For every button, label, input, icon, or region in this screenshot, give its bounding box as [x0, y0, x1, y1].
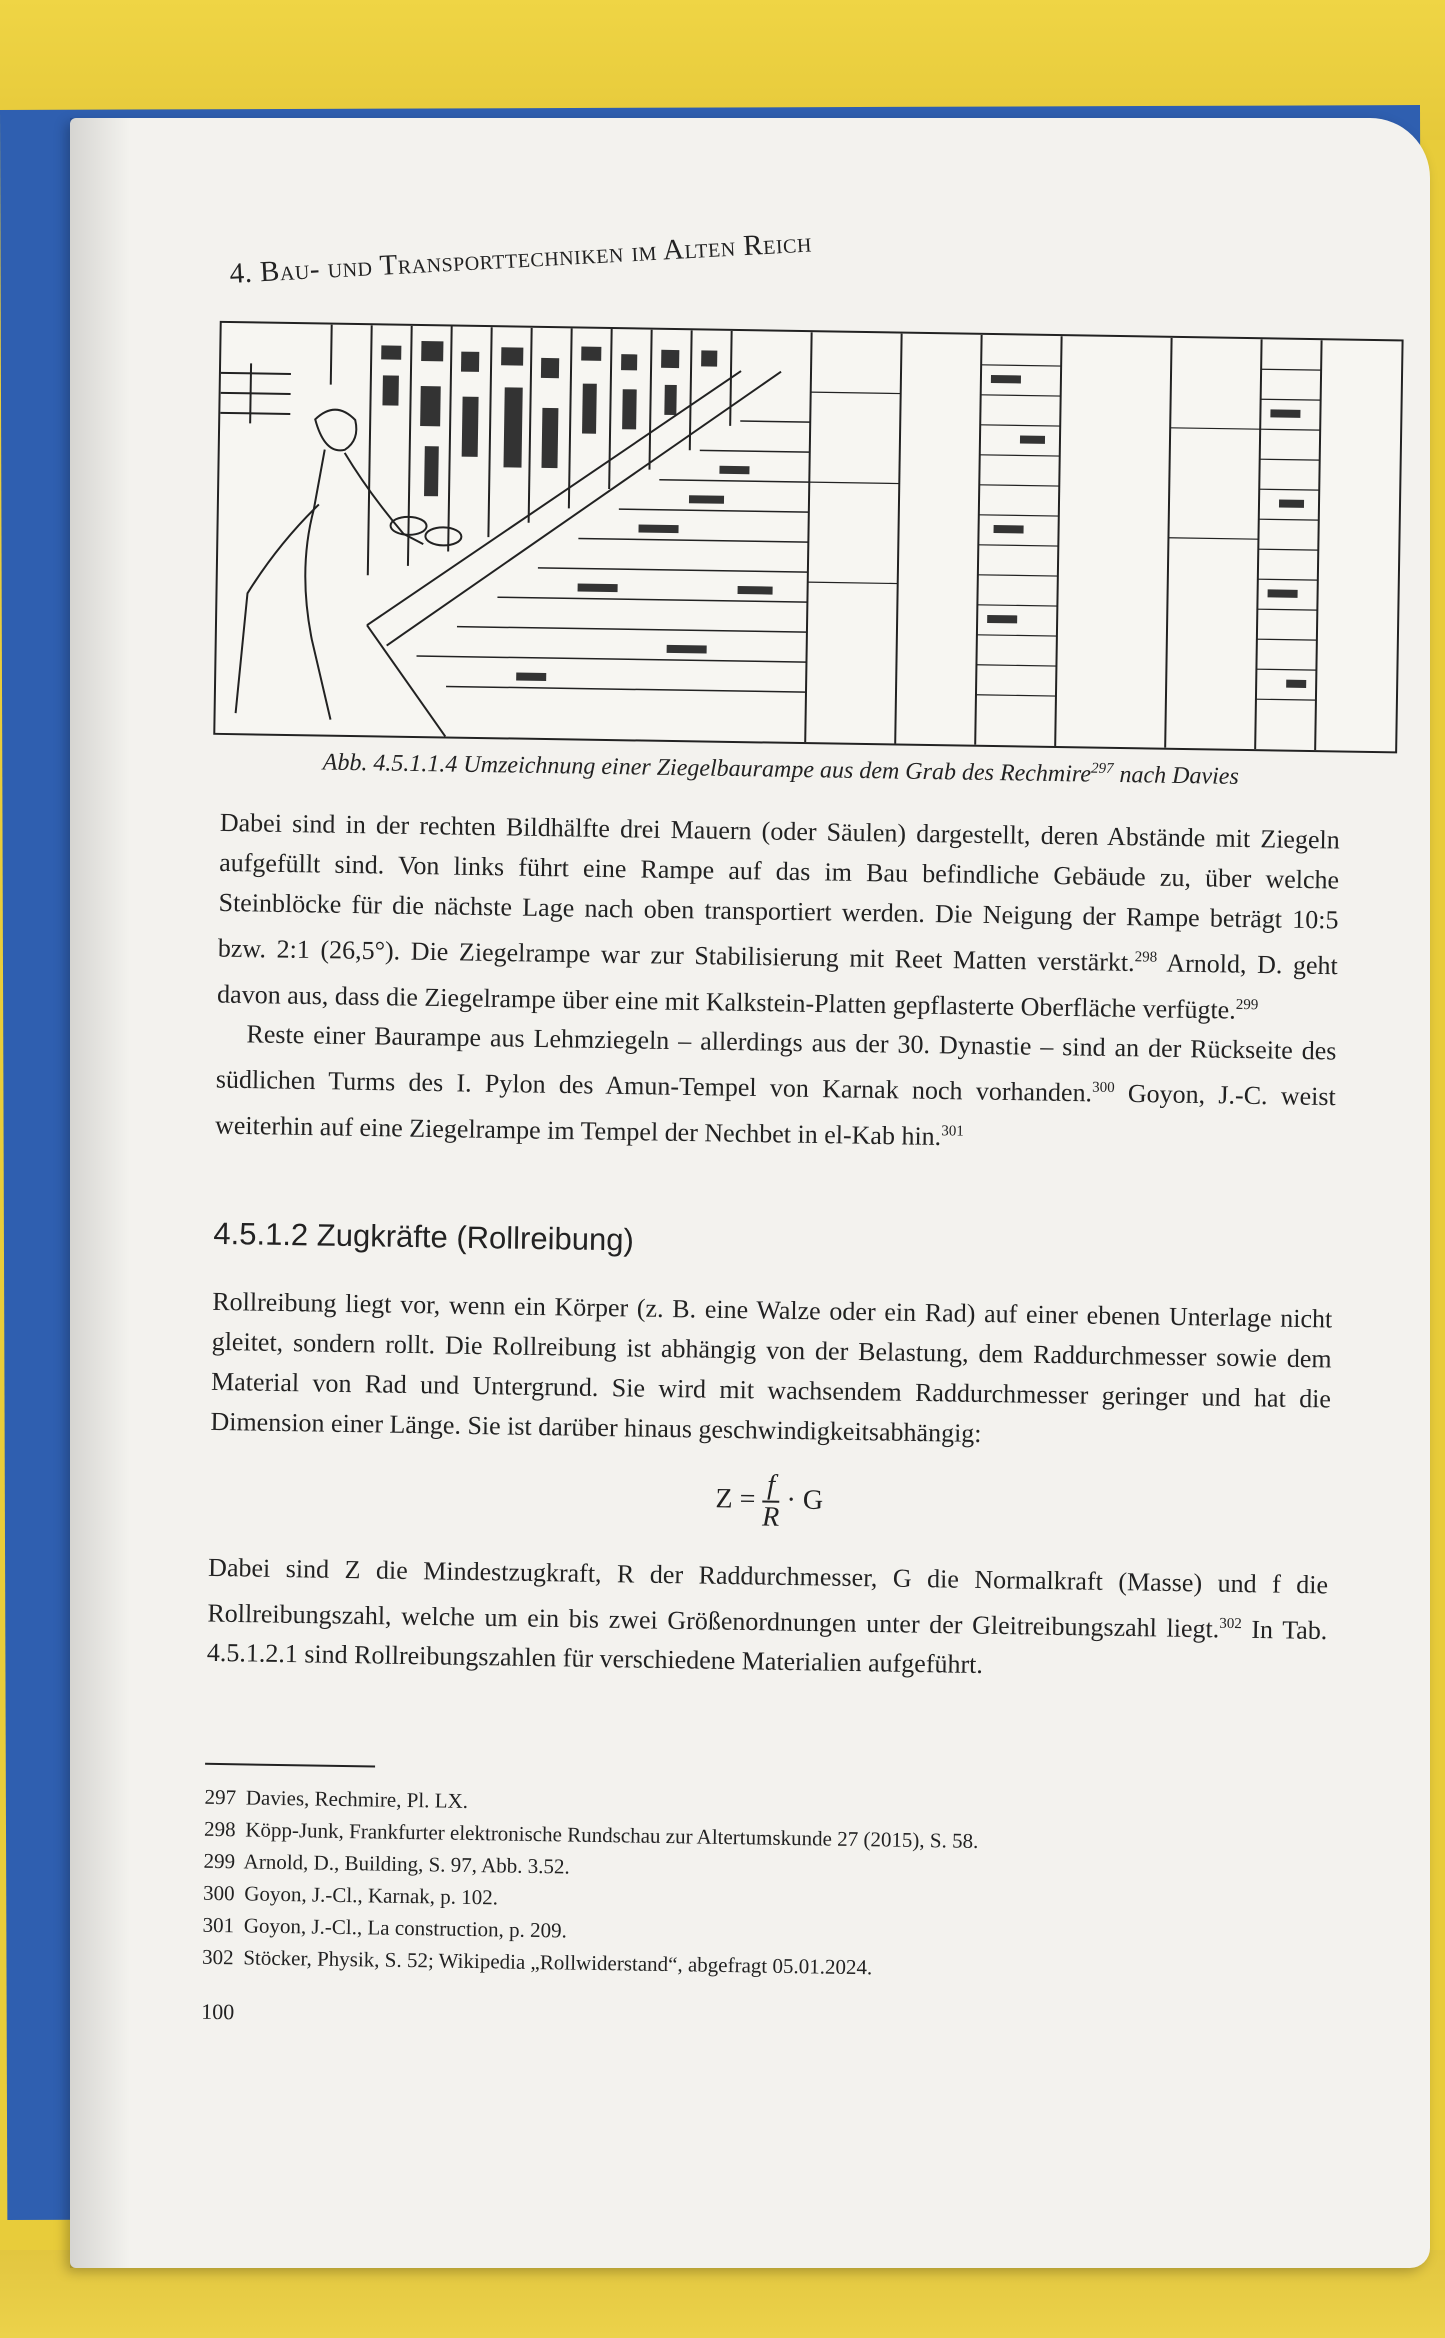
- formula-numerator: f: [762, 1470, 780, 1502]
- paragraph-1: [217, 803, 1340, 1032]
- caption-text-end: nach Davies: [1113, 761, 1239, 790]
- footnote-text: Köpp-Junk, Frankfurter elektronische Rundschau zur Altertumskunde 27 (2015), S. 58.: [245, 1817, 979, 1854]
- footnote-text: Arnold, D., Building, S. 97, Abb. 3.52.: [243, 1849, 570, 1879]
- section-heading: 4.5.1.2 Zugkräfte (Rollreibung): [213, 1215, 635, 1258]
- paragraph-1-text-2: Arnold, D. geht davon aus, dass die Ziegelrampe über eine mit Kalkstein-Platten gepflasterte Oberfläche verfügte.: [216, 948, 1338, 1025]
- footnote-number: 297: [204, 1785, 237, 1810]
- formula-lhs: Z =: [715, 1482, 756, 1515]
- formula-denominator: R: [761, 1501, 780, 1533]
- paragraph-2-text-2: Goyon, J.-C. weist weiterhin auf eine Ziegelrampe im Tempel der Nechbet in el-Kab hin.: [214, 1078, 1336, 1151]
- wall-brick-courses: [806, 362, 1321, 700]
- wall-hatching: [986, 375, 1311, 688]
- footnote-text: Goyon, J.-Cl., La construction, p. 209.: [243, 1913, 568, 1943]
- footnote-ref-302: 302: [1219, 1615, 1242, 1632]
- footnote-number: 301: [202, 1913, 235, 1938]
- footnote-number: 299: [203, 1849, 236, 1874]
- footnote-ref-301: 301: [941, 1123, 964, 1140]
- section-paragraph-1: Rollreibung liegt vor, wenn ein Körper (z. B. eine Walze oder ein Rad) auf einer ebenen Unterlage nicht gleitet, sondern rollt. Die Rollreibung ist abhängig von der Belastung, dem Raddurchmesser sowie dem Material von Rad und Untergrund. Sie wird mit wachsendem Raddurchmesser geringer und hat die Dimension einer Länge. Sie ist darüber hinaus geschwindigkeitsabhängig:: [210, 1286, 1333, 1448]
- footnote-ref-298: 298: [1134, 949, 1158, 966]
- section-paragraph-2-text: Dabei sind Z die Mindestzugkraft, R der Raddurchmesser, G die Normalkraft (Masse) und f die Rollreibungszahl, welche um ein bis zwei Größenordnungen unter der Gleitreibungszahl liegt.: [207, 1552, 1329, 1643]
- paragraph-2: [215, 1014, 1337, 1163]
- section-paragraph-2: [207, 1547, 1329, 1690]
- formula-fraction: [762, 1470, 780, 1532]
- footnote-text: Stöcker, Physik, S. 52; Wikipedia „Rollwiderstand“, abgefragt 05.01.2024.: [243, 1945, 873, 1980]
- page-number: 100: [200, 1999, 235, 2025]
- brick-walls: [805, 332, 1321, 750]
- running-head: 4. Bau- und Transporttechniken im Alten Reich: [228, 226, 813, 290]
- footnote-ref-299: 299: [1235, 996, 1259, 1013]
- caption-text: Abb. 4.5.1.1.4 Umzeichnung einer Ziegelbaurampe aus dem Grab des Rechmire: [322, 749, 1092, 788]
- ramp-hatching: [516, 463, 774, 685]
- footnote-number: 298: [203, 1817, 236, 1842]
- formula: [209, 1461, 1330, 1541]
- footnote-ref-300: 300: [1092, 1079, 1115, 1097]
- figure-illustration: [213, 321, 1403, 754]
- footnote-number: 302: [201, 1945, 234, 1970]
- page-content: [201, 178, 1350, 2043]
- paragraph-2-text: Reste einer Baurampe aus Lehmziegeln – allerdings aus der 30. Dynastie – sind an der Rückseite des südlichen Turms des I. Pylon des Amun-Tempel von Karnak noch vorhanden.: [215, 1019, 1337, 1108]
- formula-rhs: · G: [786, 1483, 824, 1516]
- footnote-text: Goyon, J.-Cl., Karnak, p. 102.: [244, 1881, 499, 1910]
- footnote-text: Davies, Rechmire, Pl. LX.: [245, 1785, 469, 1814]
- footnotes: [202, 1781, 1325, 1991]
- ramp-illustration: [215, 323, 1401, 751]
- section-paragraph-2-text-end: In Tab. 4.5.1.2.1 sind Rollreibungszahlen für verschiedene Materialien aufgeführt.: [206, 1614, 1328, 1680]
- paragraph-1-text: Dabei sind in der rechten Bildhälfte drei Mauern (oder Säulen) dargestellt, deren Abstände mit Ziegeln aufgefüllt sind. Von links führt eine Rampe auf das im Bau befindliche Gebäude zu, über welche Steinblöcke für die nächste Lage nach oben transportiert werden. Die Neigung der Rampe beträgt 10:5 bzw. 2:1 (26,5°). Die Ziegelrampe war zur Stabilisierung mit Reet Matten verstärkt.: [217, 807, 1340, 977]
- footnote-number: 300: [202, 1881, 235, 1906]
- footnote-rule: [205, 1763, 375, 1768]
- caption-footnote-ref: 297: [1090, 760, 1114, 777]
- book-page: [70, 118, 1430, 2268]
